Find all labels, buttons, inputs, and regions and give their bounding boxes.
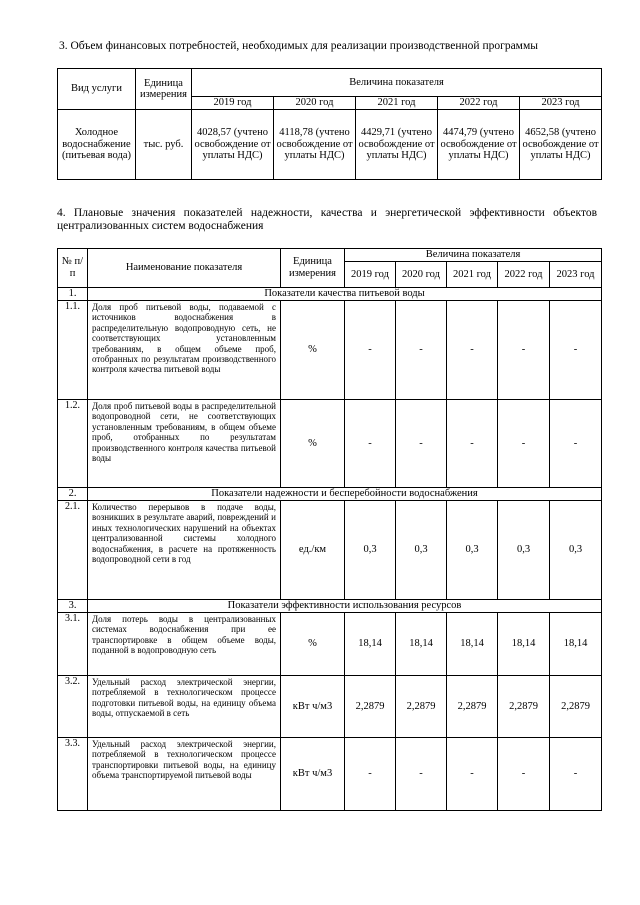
indicator-name: Доля проб питьевой воды в распределительной водопроводной сети, не соответствующих установленным требованиям, в общем объеме проб, отобранных по результатам производственного контроля качества питьевой воды — [88, 400, 281, 488]
value-cell: - — [550, 400, 602, 488]
table-row — [58, 613, 602, 676]
table-row — [58, 501, 602, 600]
table-row — [58, 738, 602, 811]
section-row — [58, 600, 602, 613]
value-cell: - — [447, 738, 498, 811]
table-header-row — [58, 249, 602, 262]
table-header-row — [58, 69, 602, 97]
year-header: 2023 год — [520, 97, 602, 110]
column-header-unit: Единица измерения — [136, 69, 192, 110]
value-cell: 18,14 — [447, 613, 498, 676]
year-header: 2019 год — [345, 262, 396, 288]
value-cell: - — [345, 738, 396, 811]
value-cell: 4429,71 (учтено освобождение от уплаты НДС) — [356, 110, 438, 180]
column-header-service: Вид услуги — [58, 69, 136, 110]
unit-cell: ед./км — [281, 501, 345, 600]
value-cell: 18,14 — [345, 613, 396, 676]
table-row — [58, 676, 602, 738]
value-cell: - — [498, 738, 550, 811]
value-cell: 4474,79 (учтено освобождение от уплаты НДС) — [438, 110, 520, 180]
row-number: 3.2. — [58, 676, 88, 738]
row-number: 3.3. — [58, 738, 88, 811]
row-number: 1.1. — [58, 301, 88, 400]
value-cell: - — [396, 738, 447, 811]
year-header: 2021 год — [356, 97, 438, 110]
section-number: 3. — [58, 600, 88, 613]
value-cell: 4652,58 (учтено освобождение от уплаты НДС) — [520, 110, 602, 180]
row-number: 2.1. — [58, 501, 88, 600]
value-cell: 2,2879 — [550, 676, 602, 738]
unit-cell: % — [281, 613, 345, 676]
row-number: 1.2. — [58, 400, 88, 488]
indicator-name: Количество перерывов в подаче воды, возникших в результате аварий, повреждений и иных технологических нарушений на объектах централизованной системы холодного водоснабжения, в расчете на протяженность водопроводной сети в год — [88, 501, 281, 600]
year-header: 2019 год — [192, 97, 274, 110]
section-title: Показатели надежности и бесперебойности водоснабжения — [88, 488, 602, 501]
section-row — [58, 288, 602, 301]
column-header-value: Величина показателя — [345, 249, 602, 262]
value-cell: 2,2879 — [396, 676, 447, 738]
indicator-name: Доля проб питьевой воды, подаваемой с источников водоснабжения в распределительную водопроводную сеть, не соответствующих установленным требованиям, в общем объеме проб, отобранных по результатам производственного контроля качества питьевой воды — [88, 301, 281, 400]
section-4-heading: 4. Плановые значения показателей надежности, качества и энергетической эффективности объектов централизованных систем водоснабжения — [57, 207, 597, 232]
indicator-name: Удельный расход электрической энергии, потребляемой в технологическом процессе транспортировки питьевой воды, на единицу объема транспортируемой питьевой воды — [88, 738, 281, 811]
section-number: 2. — [58, 488, 88, 501]
year-header: 2022 год — [438, 97, 520, 110]
value-cell: 0,3 — [345, 501, 396, 600]
unit-cell: кВт ч/м3 — [281, 738, 345, 811]
value-cell: 0,3 — [396, 501, 447, 600]
value-cell: - — [345, 301, 396, 400]
section-number: 1. — [58, 288, 88, 301]
value-cell: 2,2879 — [345, 676, 396, 738]
column-header-name: Наименование показателя — [88, 249, 281, 288]
table-row — [58, 110, 602, 180]
value-cell: - — [396, 301, 447, 400]
value-cell: 0,3 — [447, 501, 498, 600]
indicators-table — [57, 248, 602, 811]
column-header-unit: Единица измерения — [281, 249, 345, 288]
value-cell: 18,14 — [396, 613, 447, 676]
value-cell: 0,3 — [498, 501, 550, 600]
year-header: 2021 год — [447, 262, 498, 288]
value-cell: 18,14 — [550, 613, 602, 676]
unit-cell: тыс. руб. — [136, 110, 192, 180]
column-header-value: Величина показателя — [192, 69, 602, 97]
indicator-name: Доля потерь воды в централизованных системах водоснабжения при ее транспортировке в общем объеме воды, поданной в водопроводную сеть — [88, 613, 281, 676]
service-cell: Холодное водоснабжение (питьевая вода) — [58, 110, 136, 180]
unit-cell: кВт ч/м3 — [281, 676, 345, 738]
section-row — [58, 488, 602, 501]
value-cell: - — [396, 400, 447, 488]
table-row — [58, 301, 602, 400]
value-cell: 4028,57 (учтено освобождение от уплаты НДС) — [192, 110, 274, 180]
indicator-name: Удельный расход электрической энергии, потребляемой в технологическом процессе подготовки питьевой воды, на единицу объема воды, отпускаемой в сеть — [88, 676, 281, 738]
section-title: Показатели эффективности использования ресурсов — [88, 600, 602, 613]
table-row — [58, 400, 602, 488]
value-cell: 4118,78 (учтено освобождение от уплаты НДС) — [274, 110, 356, 180]
unit-cell: % — [281, 301, 345, 400]
value-cell: - — [498, 400, 550, 488]
value-cell: - — [447, 301, 498, 400]
year-header: 2022 год — [498, 262, 550, 288]
year-header: 2020 год — [274, 97, 356, 110]
row-number: 3.1. — [58, 613, 88, 676]
column-header-num: № п/п — [58, 249, 88, 288]
value-cell: 0,3 — [550, 501, 602, 600]
section-3-heading: 3. Объем финансовых потребностей, необходимых для реализации производственной программы — [59, 40, 538, 52]
year-header: 2023 год — [550, 262, 602, 288]
financial-needs-table — [57, 68, 602, 180]
value-cell: 18,14 — [498, 613, 550, 676]
value-cell: 2,2879 — [498, 676, 550, 738]
section-title: Показатели качества питьевой воды — [88, 288, 602, 301]
value-cell: 2,2879 — [447, 676, 498, 738]
value-cell: - — [550, 738, 602, 811]
value-cell: - — [345, 400, 396, 488]
unit-cell: % — [281, 400, 345, 488]
year-header: 2020 год — [396, 262, 447, 288]
value-cell: - — [550, 301, 602, 400]
value-cell: - — [447, 400, 498, 488]
value-cell: - — [498, 301, 550, 400]
